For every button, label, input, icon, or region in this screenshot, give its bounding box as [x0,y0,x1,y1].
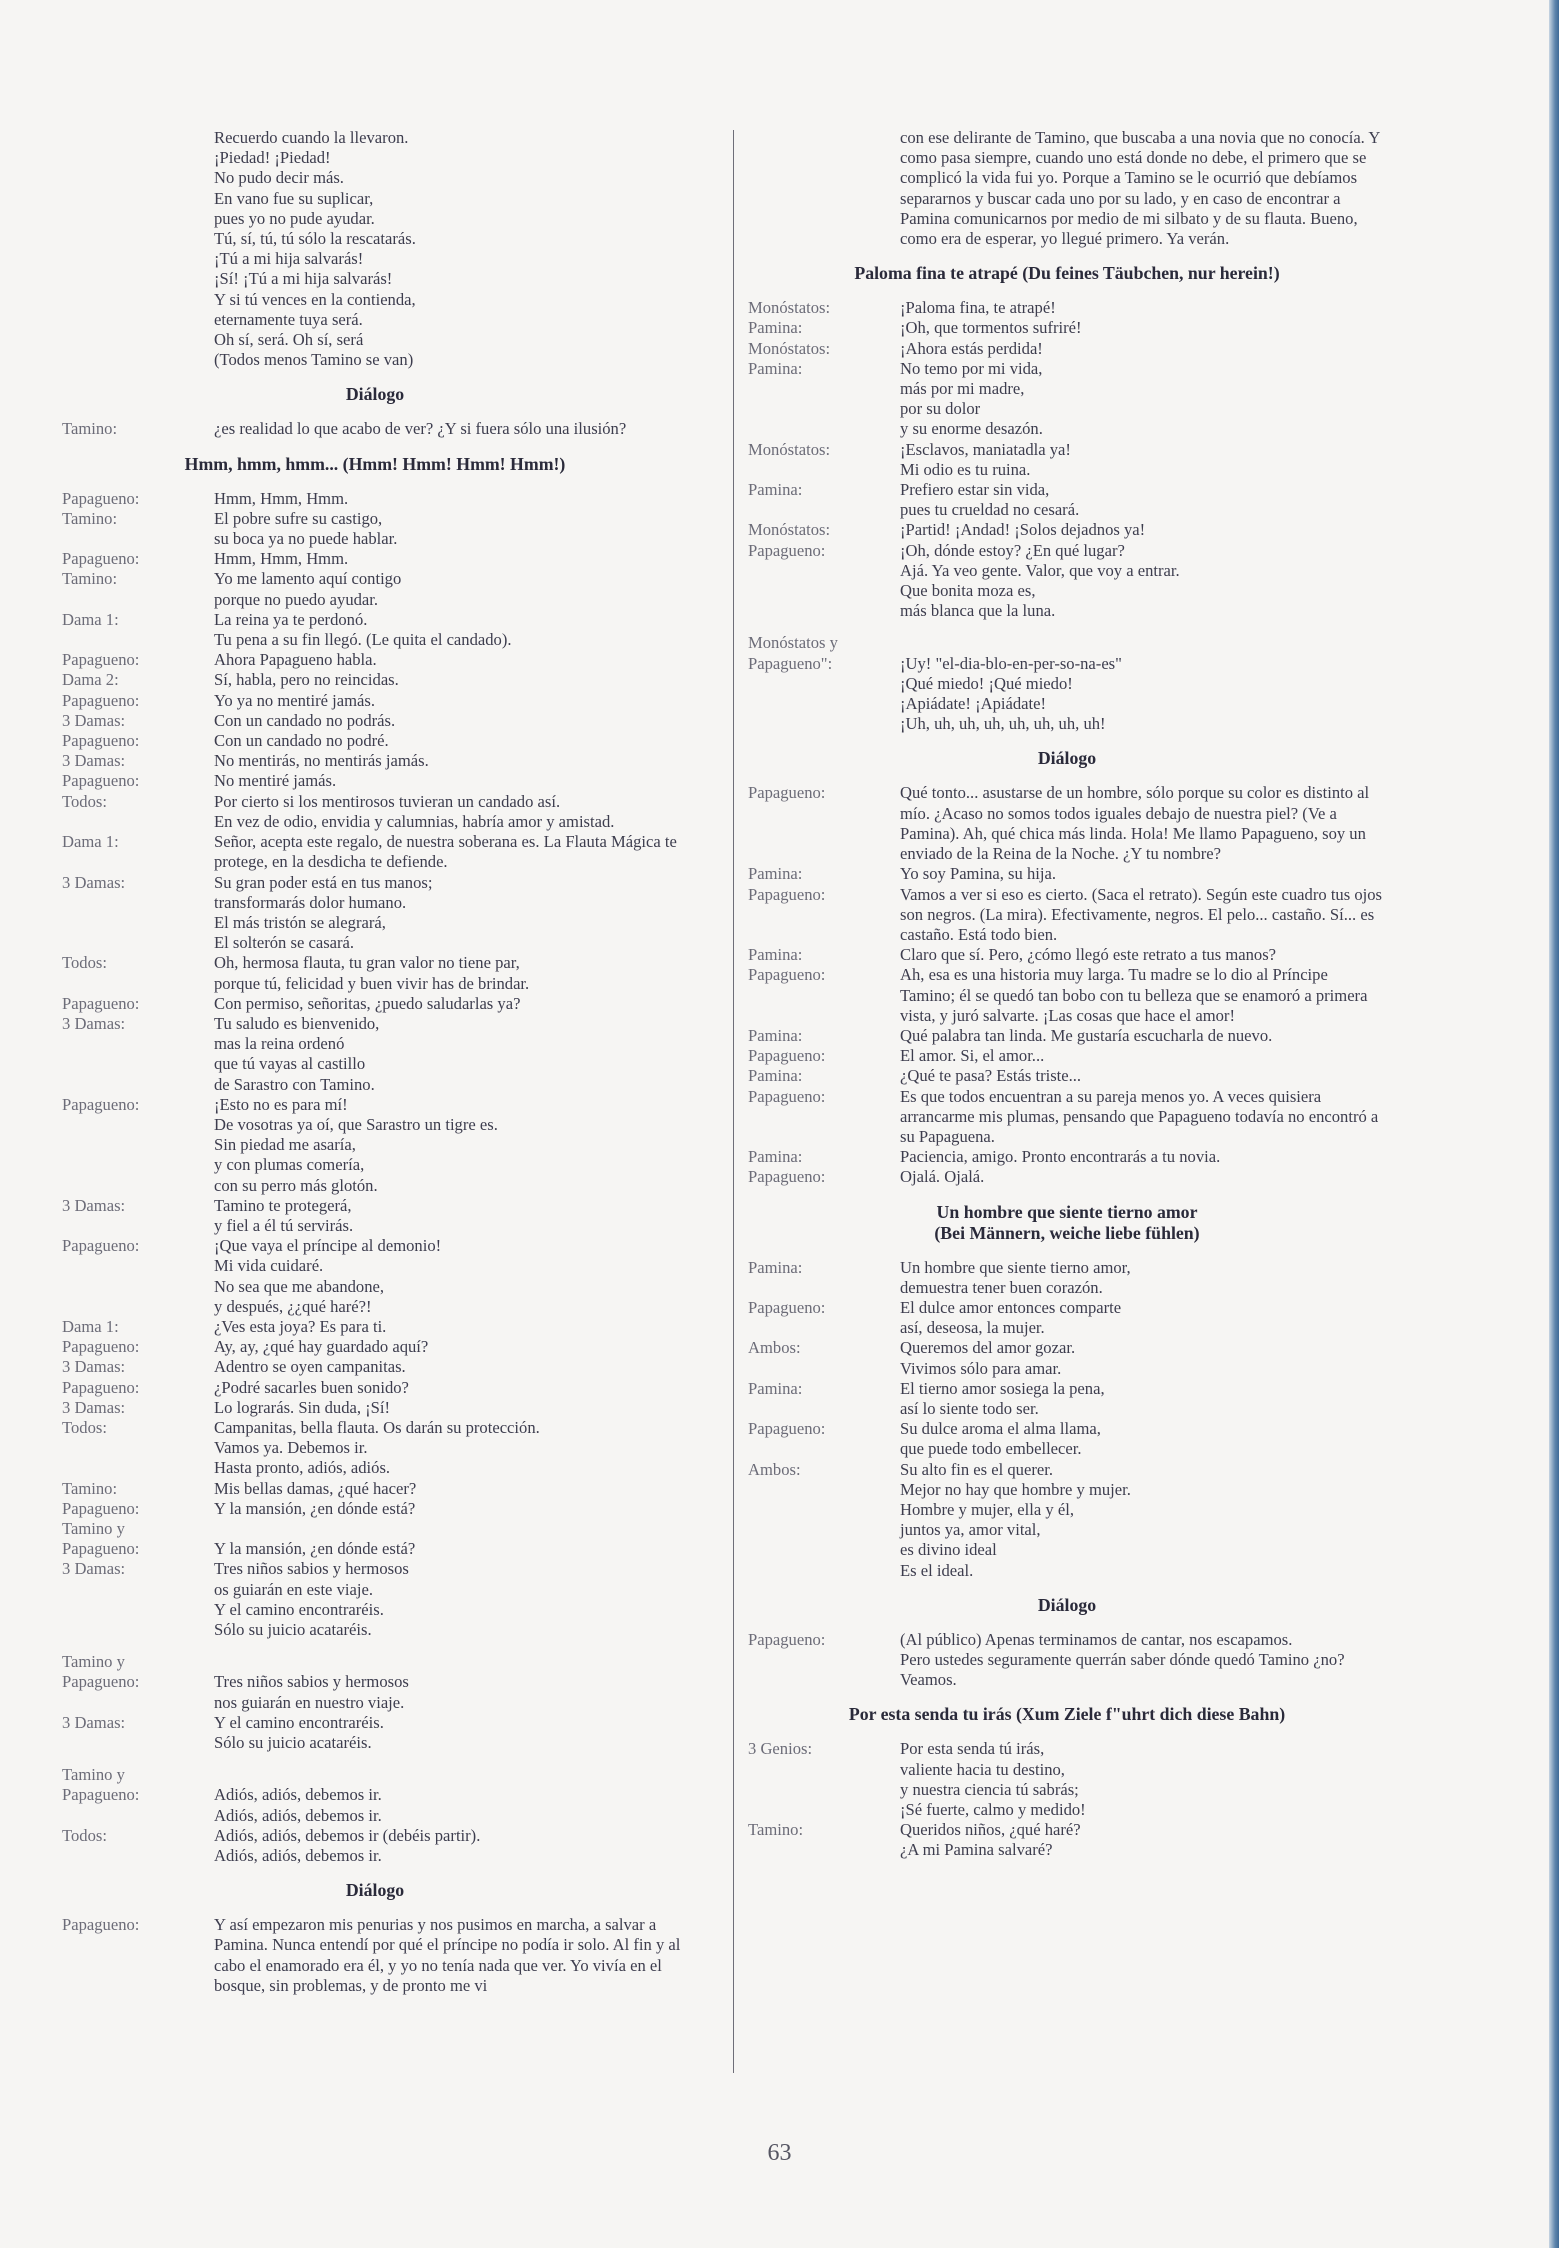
dialogue-text: Paciencia, amigo. Pronto encontrarás a tu novia. [900,1147,1221,1167]
speaker-name: 3 Damas: [62,751,126,771]
dialogue-row [62,1378,688,1398]
dialogue-row [62,873,688,954]
speaker-name: Todos: [62,1825,107,1845]
dialogue-text: ¿Ves esta joya? Es para ti. [214,1316,387,1336]
speaker-name: Papagueno: [62,650,140,670]
dialogue-text: Tu saludo es bienvenido, mas la reina ordenó que tú vayas al castillo de Sarastro con Tamino. [214,1013,380,1094]
dialogue-row [748,1630,1386,1691]
speaker-name: Papagueno: [748,965,826,985]
speaker-name: Pamina: [748,358,803,378]
dialogue-row [748,339,1386,359]
speaker-name: Papagueno: [748,884,826,904]
dialogue-text: ¿es realidad lo que acabo de ver? ¿Y si fuera sólo una ilusión? [214,419,627,439]
dialogue-text: Y la mansión, ¿en dónde está? [214,1498,416,1518]
dialogue-row [62,419,688,439]
speaker-name: Papagueno: [62,731,140,751]
dialogue-text: Yo ya no mentiré jamás. [214,690,376,710]
speaker-name: Papagueno: [62,1498,140,1518]
speaker-name: Todos: [62,1417,107,1437]
dialogue-text: con ese delirante de Tamino, que buscaba a una novia que no conocía. Y como pasa siempre, cuando uno está donde no debe, el primero que se complicó la vida fui yo. Porque a Tamino se le ocurrió que debíamos separarnos y buscar cada uno por su lado, y en caso de encontrar a Pamina comunicarnos por medio de mi silbato y de su flauta. Bueno, como era de esperar, yo llegué primero. Ya verán. [900,128,1380,249]
dialogue-text: Adentro se oyen campanitas. [214,1357,406,1377]
dialogue-text: (Al público) Apenas terminamos de cantar, nos escapamos. Pero ustedes seguramente querrán saber dónde quedó Tamino ¿no? Veamos. [900,1629,1345,1690]
speaker-name: Papagueno: [62,1915,140,1935]
speaker-name: 3 Damas: [62,872,126,892]
dialogue-text: ¡Paloma fina, te atrapé! [900,298,1056,318]
dialogue-text: El amor. Si, el amor... [900,1046,1045,1066]
dialogue-text: Por cierto si los mentirosos tuvieran un candado así. En vez de odio, envidia y calumnias, habría amor y amistad. [214,791,615,831]
dialogue-row [62,1479,688,1499]
speaker-name: Papagueno: [748,540,826,560]
speaker-name: Tamino y Papagueno: [62,1652,140,1692]
speaker-name: Papagueno: [748,1167,826,1187]
dialogue-text: ¡Ahora estás perdida! [900,338,1043,358]
dialogue-text: Hmm, Hmm, Hmm. [214,549,349,569]
dialogue-row [748,1026,1386,1046]
dialogue-row [62,549,688,569]
dialogue-row [748,541,1386,622]
section-heading: Por esta senda tu irás (Xum Ziele f"uhrt dich diese Bahn) [848,1704,1286,1725]
dialogue-text: No mentiré jamás. [214,771,337,791]
dialogue-row [62,509,688,549]
speaker-name: Dama 1: [62,1316,119,1336]
speaker-name: 3 Damas: [62,1559,126,1579]
dialogue-row [748,1167,1386,1187]
dialogue-row [62,1418,688,1479]
dialogue-text: Con un candado no podré. [214,731,389,751]
dialogue-row [62,1519,688,1559]
dialogue-row [62,569,688,609]
speaker-name [748,128,900,249]
dialogue-row [62,953,688,993]
speaker-name: 3 Damas: [62,1397,126,1417]
speaker-name: Dama 2: [62,670,119,690]
speaker-name: Tamino y Papagueno: [62,1519,140,1559]
speaker-name: Pamina: [748,1147,803,1167]
dialogue-text: ¡Uy! "el-dia-blo-en-per-so-na-es" ¡Qué miedo! ¡Qué miedo! ¡Apiádate! ¡Apiádate! ¡Uh, uh, uh, uh, uh, uh, uh, uh! [900,653,1122,734]
dialogue-text: Recuerdo cuando la llevaron. ¡Piedad! ¡Piedad! No pudo decir más. En vano fue su suplicar, pues yo no pude ayudar. Tú, sí, tú, tú sólo la rescatarás. ¡Tú a mi hija salvarás! ¡Sí! ¡Tú a mi hija salvarás! Y si tú vences en la contienda, eternamente tuya será. Oh sí, será. Oh sí, será (Todos menos Tamino se van) [214,128,416,370]
dialogue-text: Prefiero estar sin vida, pues tu crueldad no cesará. [900,480,1080,520]
dialogue-text: No temo por mi vida, más por mi madre, por su dolor y su enorme desazón. [900,358,1043,439]
section-heading: Diálogo [345,384,405,405]
dialogue-row [748,965,1386,1026]
speaker-name: Pamina: [748,1025,803,1045]
dialogue-text: La reina ya te perdonó. Tu pena a su fin llegó. (Le quita el candado). [214,609,512,650]
dialogue-row [62,1559,688,1640]
dialogue-text: Señor, acepta este regalo, de nuestra soberana es. La Flauta Mágica te protege, en la desdicha te defiende. [214,832,677,872]
speaker-name: Dama 1: [62,609,119,629]
page-edge [1549,0,1559,2248]
dialogue-text: ¿Podré sacarles buen sonido? [214,1377,409,1397]
dialogue-text: Por esta senda tú irás, valiente hacia tu destino, y nuestra ciencia tú sabrás; ¡Sé fuerte, calmo y medido! [900,1739,1086,1820]
speaker-name: Papagueno: [748,1086,826,1106]
dialogue-text: Su gran poder está en tus manos; transformarás dolor humano. El más tristón se alegrará, El solterón se casará. [214,872,433,953]
dialogue-row [62,994,688,1014]
dialogue-row [62,670,688,690]
dialogue-row [748,1460,1386,1581]
column-divider [733,130,734,2073]
dialogue-row [748,1379,1386,1419]
speaker-name: Monóstatos: [748,338,831,358]
dialogue-text: Hmm, Hmm, Hmm. [214,488,349,508]
dialogue-text: Queridos niños, ¿qué haré? ¿A mi Pamina salvaré? [900,1820,1081,1860]
dialogue-text: Adiós, adiós, debemos ir (debéis partir). Adiós, adiós, debemos ir. [214,1825,481,1866]
dialogue-text: Ay, ay, ¿qué hay guardado aquí? [214,1337,429,1357]
speaker-name: Todos: [62,953,107,973]
spacer [748,621,1386,633]
dialogue-text: Sí, habla, pero no reincidas. [214,670,399,690]
speaker-name: Pamina: [748,945,803,965]
speaker-name: Tamino y Papagueno: [62,1765,140,1805]
speaker-name: Pamina: [748,1257,803,1277]
speaker-name: Pamina: [748,318,803,338]
dialogue-text: Su alto fin es el querer. Mejor no hay que hombre y mujer. Hombre y mujer, ella y él, juntos ya, amor vital, es divino ideal Es el ideal. [900,1459,1131,1580]
dialogue-text: ¡Que vaya el príncipe al demonio! Mi vida cuidaré. No sea que me abandone, y después, ¿¿qué haré?! [214,1236,442,1316]
speaker-name: Monóstatos: [748,439,831,459]
dialogue-row [748,1087,1386,1148]
speaker-name: 3 Damas: [62,1357,126,1377]
dialogue-row [62,1317,688,1337]
speaker-name [62,128,214,370]
speaker-name: Papagueno: [748,1297,826,1317]
section-heading: Diálogo [345,1880,405,1901]
dialogue-row [62,1014,688,1095]
right-column [748,128,1386,1861]
speaker-name: Papagueno: [62,1337,140,1357]
speaker-name: 3 Damas: [62,710,126,730]
speaker-name: Pamina: [748,1378,803,1398]
speaker-name: Tamino: [62,1478,118,1498]
dialogue-row [748,318,1386,338]
dialogue-row [748,1338,1386,1378]
speaker-name: Monóstatos: [748,298,831,318]
spacer [62,1753,688,1765]
dialogue-row [748,885,1386,946]
speaker-name: Ambos: [748,1459,801,1479]
dialogue-text: Lo lograrás. Sin duda, ¡Sí! [214,1397,391,1417]
speaker-name: Monóstatos: [748,520,831,540]
speaker-name: Tamino: [62,508,118,528]
speaker-name: Papagueno: [62,1236,140,1256]
speaker-name: Papagueno: [748,783,826,803]
speaker-name: 3 Damas: [62,1013,126,1033]
speaker-name: 3 Damas: [62,1712,126,1732]
dialogue-row [748,1046,1386,1066]
section-heading: Hmm, hmm, hmm... (Hmm! Hmm! Hmm! Hmm!) [184,453,566,474]
speaker-name: Monóstatos y Papagueno": [748,633,838,673]
dialogue-text: Ahora Papagueno habla. [214,650,377,670]
speaker-name: Pamina: [748,480,803,500]
dialogue-row [748,633,1386,734]
dialogue-text: Yo soy Pamina, su hija. [900,864,1056,884]
speaker-name: Papagueno: [62,549,140,569]
dialogue-text: Con permiso, señoritas, ¿puedo saludarlas ya? [214,993,521,1013]
speaker-name: Papagueno: [62,1094,140,1114]
dialogue-row [62,1398,688,1418]
speaker-name: Pamina: [748,864,803,884]
dialogue-text: Qué palabra tan linda. Me gustaría escucharla de nuevo. [900,1025,1273,1045]
page-number: 63 [767,2140,792,2166]
dialogue-row [748,480,1386,520]
speaker-name: Papagueno: [62,993,140,1013]
speaker-name: Papagueno: [62,771,140,791]
speaker-name: Todos: [62,791,107,811]
dialogue-row [62,711,688,731]
dialogue-text: ¡Esclavos, maniatadla ya! Mi odio es tu ruina. [900,439,1071,479]
speaker-name: Papagueno: [748,1046,826,1066]
dialogue-text: Ah, esa es una historia muy larga. Tu madre se lo dio al Príncipe Tamino; él se quedó tan bobo con tu belleza que se enamoró a primera vista, y juró salvarte. ¡Las cosas que hace el amor! [900,965,1368,1025]
speaker-name: Tamino: [748,1820,804,1840]
dialogue-text: Oh, hermosa flauta, tu gran valor no tiene par, porque tú, felicidad y buen vivir has de brindar. [214,953,530,993]
dialogue-row [748,945,1386,965]
dialogue-row [62,489,688,509]
dialogue-text: Adiós, adiós, debemos ir. Adiós, adiós, debemos ir. [214,1785,382,1825]
dialogue-text: ¡Partid! ¡Andad! ¡Solos dejadnos ya! [900,520,1146,540]
speaker-name: Papagueno: [748,1629,826,1649]
speaker-name: Papagueno: [62,1377,140,1397]
dialogue-text: Tres niños sabios y hermosos nos guiarán en nuestro viaje. [214,1672,409,1712]
dialogue-row [748,440,1386,480]
dialogue-row [748,359,1386,440]
dialogue-row [62,1337,688,1357]
speaker-name: Papagueno: [62,488,140,508]
dialogue-row [748,298,1386,318]
dialogue-row [62,1765,688,1826]
speaker-name: Tamino: [62,419,118,439]
dialogue-text: Su dulce aroma el alma llama, que puede todo embellecer. [900,1419,1101,1459]
dialogue-text: El pobre sufre su castigo, su boca ya no puede hablar. [214,508,398,549]
speaker-name: Tamino: [62,569,118,589]
section-heading: Un hombre que siente tierno amor (Bei Männern, weiche liebe fühlen) [934,1201,1200,1243]
dialogue-row [62,1196,688,1236]
dialogue-row [62,1095,688,1196]
dialogue-row [62,1499,688,1519]
speaker-name: Dama 1: [62,832,119,852]
dialogue-text: ¿Qué te pasa? Estás triste... [900,1066,1082,1086]
dialogue-text: ¡Oh, que tormentos sufriré! [900,318,1082,338]
dialogue-row [62,128,688,370]
speaker-name: Papagueno: [748,1419,826,1439]
dialogue-row [748,1298,1386,1338]
dialogue-text: ¡Oh, dónde estoy? ¿En qué lugar? Ajá. Ya veo gente. Valor, que voy a entrar. Que bonita moza es, más blanca que la luna. [900,540,1180,621]
dialogue-row [748,128,1386,249]
section-heading: Paloma fina te atrapé (Du feines Täubchen, nur herein!) [854,263,1280,284]
dialogue-text: Vamos a ver si eso es cierto. (Saca el retrato). Según este cuadro tus ojos son negros. (La mira). Efectivamente, negros. El pelo... castaño. Sí... es castaño. Está todo bien. [900,884,1382,944]
dialogue-text: Con un candado no podrás. [214,710,396,730]
dialogue-text: Qué tonto... asustarse de un hombre, sólo porque su color es distinto al mío. ¿Acaso no somos todos iguales debajo de nuestra piel? (Ve a Pamina). Ah, qué chica más linda. Hola! Me llamo Papagueno, soy un enviado de la Reina de la Noche. ¿Y tu nombre? [900,783,1370,864]
dialogue-row [748,520,1386,540]
dialogue-row [62,650,688,670]
dialogue-row [748,783,1386,864]
speaker-name: Pamina: [748,1066,803,1086]
dialogue-row [62,731,688,751]
dialogue-text: Y así empezaron mis penurias y nos pusimos en marcha, a salvar a Pamina. Nunca entendí por qué el príncipe no podía ir solo. Al fin y al cabo el enamorado era él, y yo no tenía nada que ver. Yo vivía en el bosque, sin problemas, y de pronto me vi [214,1915,681,1995]
dialogue-text: Queremos del amor gozar. Vivimos sólo para amar. [900,1338,1076,1378]
dialogue-row [62,1915,688,1996]
dialogue-row [62,1236,688,1317]
dialogue-text: Un hombre que siente tierno amor, demuestra tener buen corazón. [900,1257,1131,1297]
speaker-name: 3 Genios: [748,1739,813,1759]
speaker-name: 3 Damas: [62,1195,126,1215]
dialogue-row [62,1713,688,1753]
section-heading: Diálogo [1037,1594,1097,1615]
dialogue-row [62,832,688,872]
dialogue-row [748,1147,1386,1167]
section-heading: Diálogo [1037,748,1097,769]
dialogue-text: Ojalá. Ojalá. [900,1167,985,1187]
dialogue-row [62,751,688,771]
dialogue-text: Yo me lamento aquí contigo porque no puedo ayudar. [214,569,402,609]
dialogue-text: ¡Esto no es para mí! De vosotras ya oí, que Sarastro un tigre es. Sin piedad me asaría, y con plumas comería, con su perro más glotón. [214,1094,498,1195]
dialogue-text: Campanitas, bella flauta. Os darán su protección. Vamos ya. Debemos ir. Hasta pronto, adiós, adiós. [214,1417,540,1478]
spacer [62,1640,688,1652]
dialogue-text: El dulce amor entonces comparte así, deseosa, la mujer. [900,1297,1122,1338]
dialogue-text: Y el camino encontraréis. Sólo su juicio acataréis. [214,1712,384,1753]
dialogue-row [62,1357,688,1377]
dialogue-row [62,691,688,711]
dialogue-text: Claro que sí. Pero, ¿cómo llegó este retrato a tus manos? [900,945,1277,965]
left-column [62,128,688,1996]
dialogue-row [62,771,688,791]
dialogue-row [748,1258,1386,1298]
dialogue-row [62,610,688,650]
dialogue-row [62,1826,688,1866]
dialogue-row [748,1820,1386,1860]
dialogue-row [748,1066,1386,1086]
dialogue-row [748,864,1386,884]
dialogue-text: Mis bellas damas, ¿qué hacer? [214,1478,417,1498]
dialogue-text: El tierno amor sosiega la pena, así lo siente todo ser. [900,1378,1105,1418]
speaker-name: Papagueno: [62,690,140,710]
speaker-name: Ambos: [748,1338,801,1358]
dialogue-row [62,1652,688,1713]
dialogue-text: Tres niños sabios y hermosos os guiarán en este viaje. Y el camino encontraréis. Sólo su juicio acataréis. [214,1559,409,1640]
dialogue-text: No mentirás, no mentirás jamás. [214,751,429,771]
dialogue-text: Y la mansión, ¿en dónde está? [214,1539,416,1559]
dialogue-text: Es que todos encuentran a su pareja menos yo. A veces quisiera arrancarme mis plumas, pensando que Papagueno todavía no encontró a su Papaguena. [900,1086,1379,1146]
dialogue-row [748,1739,1386,1820]
dialogue-text: Tamino te protegerá, y fiel a él tú servirás. [214,1195,354,1235]
dialogue-row [748,1419,1386,1459]
dialogue-row [62,792,688,832]
